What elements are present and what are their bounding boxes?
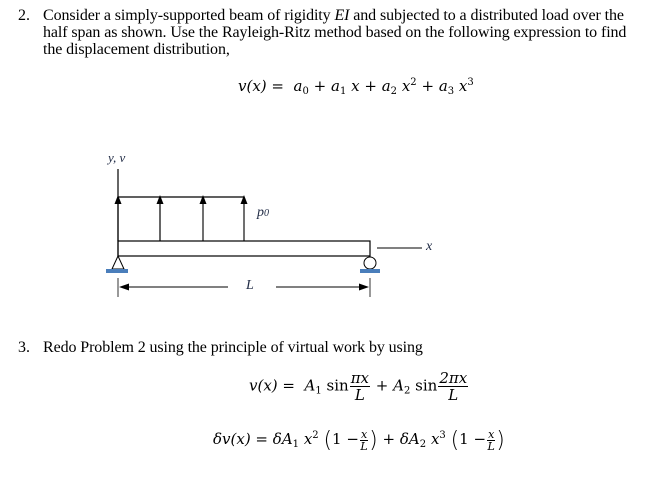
var-x-2: x	[401, 77, 411, 95]
var-x-1: x	[351, 77, 360, 95]
var-x: x	[430, 430, 440, 448]
plus: +	[375, 376, 389, 395]
fraction-x-over-L	[360, 429, 368, 452]
sub-2: 2	[390, 86, 398, 97]
sub-2: 2	[404, 385, 411, 397]
load-label-base: p	[257, 205, 264, 220]
span-label: L	[246, 278, 254, 293]
minus: −	[473, 430, 487, 448]
coef-a1: a	[331, 77, 340, 95]
coef-a0: a	[293, 77, 303, 95]
delta-A2: δA	[399, 430, 420, 448]
arrow-up-icon	[200, 195, 207, 204]
frac-num: x	[488, 427, 495, 441]
right-ground-bar	[360, 269, 380, 273]
sub-1: 1	[315, 385, 322, 397]
sub-3: 3	[447, 86, 455, 97]
fraction-1	[350, 370, 370, 403]
pow-2: 2	[312, 430, 319, 441]
pin-support-icon	[112, 256, 124, 269]
roller-support-icon	[364, 257, 376, 269]
pow-3: 3	[439, 430, 446, 441]
load-label-sub: 0	[264, 208, 269, 219]
problem-3-statement: Redo Problem 2 using the principle of virtual work by using	[43, 339, 423, 356]
plus-2: +	[364, 77, 377, 95]
coef-a3: a	[438, 77, 448, 95]
formula-lhs: δv(x) =	[213, 430, 269, 448]
arrow-left-icon	[119, 284, 129, 291]
load-arrows	[115, 195, 248, 241]
problem-2-line-3: the displacement distribution,	[43, 41, 230, 58]
one: 1	[332, 430, 342, 448]
plus: +	[382, 430, 396, 448]
sub-2: 2	[419, 439, 427, 450]
arrow-up-icon	[157, 195, 164, 204]
formula-lhs: v(x) =	[249, 376, 295, 395]
beam	[118, 241, 370, 256]
frac-num: x	[360, 427, 368, 441]
frac-den: L	[487, 439, 495, 453]
load-label	[257, 205, 269, 221]
minus: −	[346, 430, 359, 448]
plus-3: +	[421, 77, 435, 95]
frac-num: πx	[350, 369, 370, 387]
sub-0: 0	[302, 86, 309, 97]
frac-den: L	[354, 386, 365, 404]
frac-den: L	[448, 386, 459, 404]
arrow-right-icon	[359, 284, 369, 291]
coef-A2: A	[393, 376, 404, 395]
arrow-up-icon	[241, 195, 248, 204]
virtual-displacement-formula	[213, 428, 505, 453]
arrow-up-icon	[115, 195, 122, 204]
delta-A1: δA	[272, 430, 293, 448]
sin-fn: sin	[415, 376, 438, 395]
var-x-3: x	[458, 77, 468, 95]
fraction-x-over-L	[487, 429, 495, 452]
one: 1	[459, 430, 469, 448]
problem-2-line-2: half span as shown. Use the Rayleigh-Ritz method based on the following expression to find	[43, 24, 627, 41]
frac-num: 2πx	[439, 369, 468, 387]
open-paren: (	[450, 428, 460, 453]
sub-1: 1	[339, 86, 347, 97]
problem-2-number: 2.	[18, 7, 30, 24]
problem-3-number: 3.	[18, 339, 30, 356]
axis-label-x: x	[426, 239, 433, 254]
left-ground-bar	[106, 269, 128, 273]
rigidity-symbol: EI	[334, 7, 350, 24]
formula-lhs: v(x) =	[238, 77, 284, 95]
axis-label-y: y, v	[108, 150, 126, 165]
plus-1: +	[313, 77, 327, 95]
close-paren: )	[496, 428, 505, 453]
line-1-text-a: Consider a simply-supported beam of rigidity	[43, 7, 335, 24]
coef-A1: A	[304, 376, 316, 395]
sine-formula	[249, 370, 469, 403]
frac-den: L	[360, 439, 368, 453]
pow-3: 3	[467, 77, 474, 88]
sub-1: 1	[292, 439, 300, 450]
coef-a2: a	[381, 77, 391, 95]
sin-fn: sin	[326, 376, 349, 395]
fraction-2	[438, 370, 468, 403]
open-paren: (	[323, 428, 333, 453]
pow-2: 2	[410, 77, 417, 88]
var-x: x	[303, 430, 313, 448]
line-1-text-b: and subjected to a distributed load over the	[349, 7, 624, 24]
close-paren: )	[369, 428, 378, 453]
